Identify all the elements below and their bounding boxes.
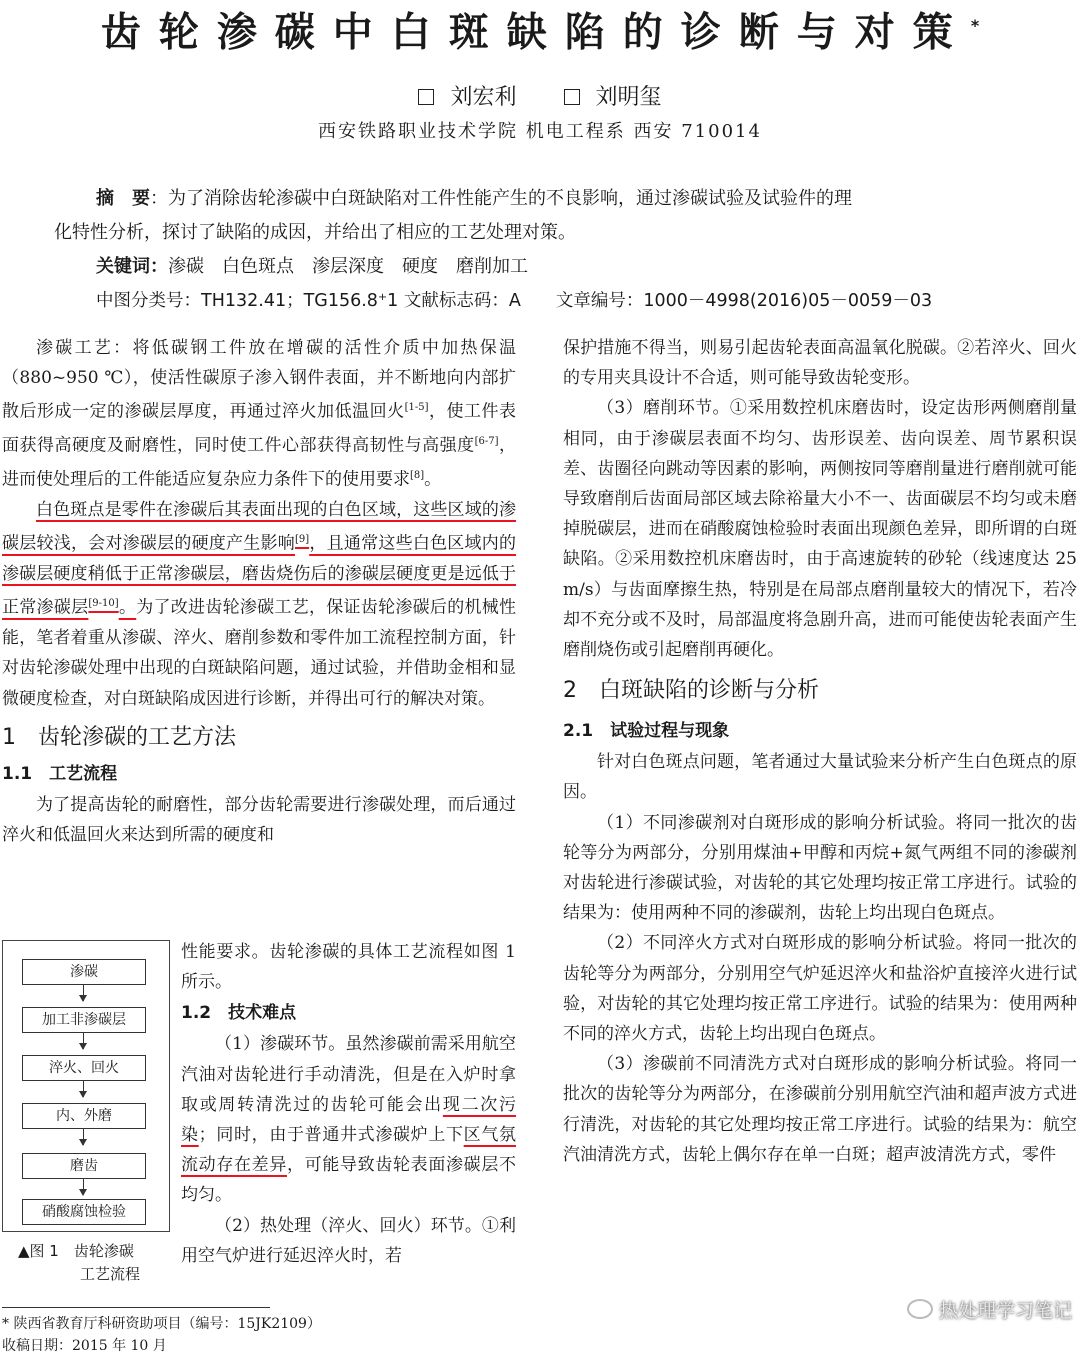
wechat-icon	[907, 1299, 933, 1319]
figure-caption: 工艺流程	[80, 1265, 141, 1283]
arrow-down-icon	[83, 985, 84, 1001]
footnote-fund: * 陕西省教育厅科研资助项目（编号：15JK2109）	[2, 1316, 321, 1332]
author-box-icon	[564, 89, 580, 105]
flow-step: 磨齿	[22, 1153, 146, 1179]
paragraph-continued: 性能要求。齿轮渗碳的具体工艺流程如图 1 所示。	[181, 942, 516, 993]
paragraph-continued: 保护措施不得当，则易引起齿轮表面高温氧化脱碳。②若淬火、回火的专用夹具设计不合适，则可能导致齿轮变形。	[563, 338, 1077, 389]
article-title: 齿轮渗碳中白斑缺陷的诊断与对策*	[100, 9, 980, 56]
paragraph: 渗碳工艺：将低碳钢工件放在增碳的活性介质中加热保温（880~950 ℃），使活性碳原子渗入钢件表面，并不断地向内部扩散后形成一定的渗碳层厚度，再通过淬火加低温回火[1-5]，使工件表面获得高硬度及耐磨性，同时使工件心部获得高韧性与高强度[6-7]，进而使处理后的工件能适应复杂应力条件下的使用要求[8]。	[2, 338, 517, 490]
paragraph: 为了提高齿轮的耐磨性，部分齿轮需要进行渗碳处理，而后通过淬火和低温回火来达到所需的硬度和	[2, 794, 516, 845]
abstract-line-1: 摘 要：为了消除齿轮渗碳中白斑缺陷对工件性能产生的不良影响，通过渗碳试验及试验件的理	[96, 188, 852, 209]
paragraph: （3）渗碳前不同清洗方式对白斑形成的影响分析试验。将同一批次的齿轮等分为两部分，在渗碳前分别用航空汽油和超声波方式进行清洗，对齿轮的其它处理均按正常工序进行。试验的结果为：航空汽油清洗方式，齿轮上偶尔存在单一白斑；超声波清洗方式，零件	[563, 1054, 1077, 1165]
paragraph: （1）渗碳环节。虽然渗碳前需采用航空汽油对齿轮进行手动清洗，但是在入炉时拿取或周转清洗过的齿轮可能会出现二次污染；同时，由于普通井式渗碳炉上下区气氛流动存在差异，可能导致齿轮表面渗碳层不均匀。	[181, 1034, 517, 1206]
flow-step: 渗碳	[22, 959, 146, 985]
left-column	[2, 333, 516, 850]
paragraph: （2）不同淬火方式对白斑形成的影响分析试验。将同一批次的齿轮等分为两部分，分别用空气炉延迟淬火和盐浴炉直接淬火进行试验，对齿轮的其它处理均按正常工序进行。试验的结果为：使用两种不同的淬火方式，齿轮上均出现白色斑点。	[563, 933, 1077, 1045]
subsection-heading: 2.1 试验过程与现象	[563, 721, 730, 742]
flow-step: 加工非渗碳层	[22, 1007, 146, 1033]
left-column-narrow	[181, 937, 516, 1271]
paragraph: （1）不同渗碳剂对白斑形成的影响分析试验。将同一批次的齿轮等分为两部分，分别用煤油+甲醇和丙烷+氮气两组不同的渗碳剂对齿轮进行渗碳试验，对齿轮的其它处理均按正常工序进行。试验的结果为：使用两种不同的渗碳剂，齿轮上均出现白色斑点。	[563, 812, 1077, 924]
section-heading: 1 齿轮渗碳的工艺方法	[2, 724, 236, 750]
paragraph: （3）磨削环节。①采用数控机床磨齿时，设定齿形两侧磨削量相同，由于渗碳层表面不均匀、齿形误差、齿向误差、周节累积误差、齿圈径向跳动等因素的影响，两侧按同等磨削量进行磨削就可能导致磨削后齿面局部区域去除裕量大小不一、齿面碳层不均匀或未磨掉脱碳层，进而在硝酸腐蚀检验时表面出现颜色差异，即所谓的白斑缺陷。②采用数控机床磨齿时，由于高速旋转的砂轮（线速度达 25 m/s）与齿面摩擦生热，特别是在局部点磨削量较大的情况下，若冷却不充分或不及时，局部温度将急剧升高，进而可能使齿轮表面产生磨削烧伤或引起磨削再硬化。	[563, 398, 1077, 661]
right-column	[563, 333, 1077, 1170]
paragraph: 针对白色斑点问题，笔者通过大量试验来分析产生白色斑点的原因。	[563, 752, 1077, 803]
watermark: 热处理学习笔记	[907, 1296, 1072, 1323]
flow-step: 淬火、回火	[22, 1055, 146, 1081]
figure-caption: ▲图 1 齿轮渗碳	[18, 1242, 134, 1260]
author-name: 刘明玺	[595, 85, 662, 110]
flow-step: 内、外磨	[22, 1103, 146, 1129]
subsection-heading: 1.1 工艺流程	[2, 763, 118, 784]
arrow-down-icon	[83, 1033, 84, 1049]
author-name: 刘宏利	[450, 85, 517, 110]
arrow-down-icon	[83, 1179, 84, 1195]
author-box-icon	[418, 89, 434, 105]
classification-line: 中图分类号：TH132.41；TG156.8⁺1 文献标志码：A 文章编号：1000－4998(2016)05－0059－03	[96, 291, 933, 311]
figure-1-flowchart	[2, 940, 170, 1232]
paragraph: （2）热处理（淬火、回火）环节。①利用空气炉进行延迟淬火时，若	[181, 1215, 516, 1266]
affiliation: 西安铁路职业技术学院 机电工程系 西安 710014	[318, 121, 762, 142]
paragraph-highlighted: 白色斑点是零件在渗碳后其表面出现的白色区域，这些区域的渗碳层较浅，会对渗碳层的硬度产生影响[9]，且通常这些白色区域内的渗碳层硬度稍低于正常渗碳层，磨齿烧伤后的渗碳层硬度更是远低于正常渗碳层[9-10]。为了改进齿轮渗碳工艺，保证齿轮渗碳后的机械性能，笔者着重从渗碳、淬火、磨削参数和零件加工流程控制方面，针对齿轮渗碳处理中出现的白斑缺陷问题，通过试验，并借助金相和显微硬度检查，对白斑缺陷成因进行诊断，并得出可行的解决对策。	[2, 499, 517, 709]
abstract-line-2: 化特性分析，探讨了缺陷的成因，并给出了相应的工艺处理对策。	[54, 222, 576, 243]
keywords: 关键词：渗碳 白色斑点 渗层深度 硬度 磨削加工	[96, 256, 528, 277]
footnote-rule	[2, 1307, 270, 1308]
author-line	[0, 82, 1080, 114]
arrow-down-icon	[83, 1081, 84, 1097]
arrow-down-icon	[83, 1129, 84, 1145]
subsection-heading: 1.2 技术难点	[181, 1003, 297, 1024]
footnote-received: 收稿日期：2015 年 10 月	[2, 1338, 167, 1354]
flow-step: 硝酸腐蚀检验	[22, 1199, 146, 1225]
section-heading: 2 白斑缺陷的诊断与分析	[563, 678, 819, 704]
